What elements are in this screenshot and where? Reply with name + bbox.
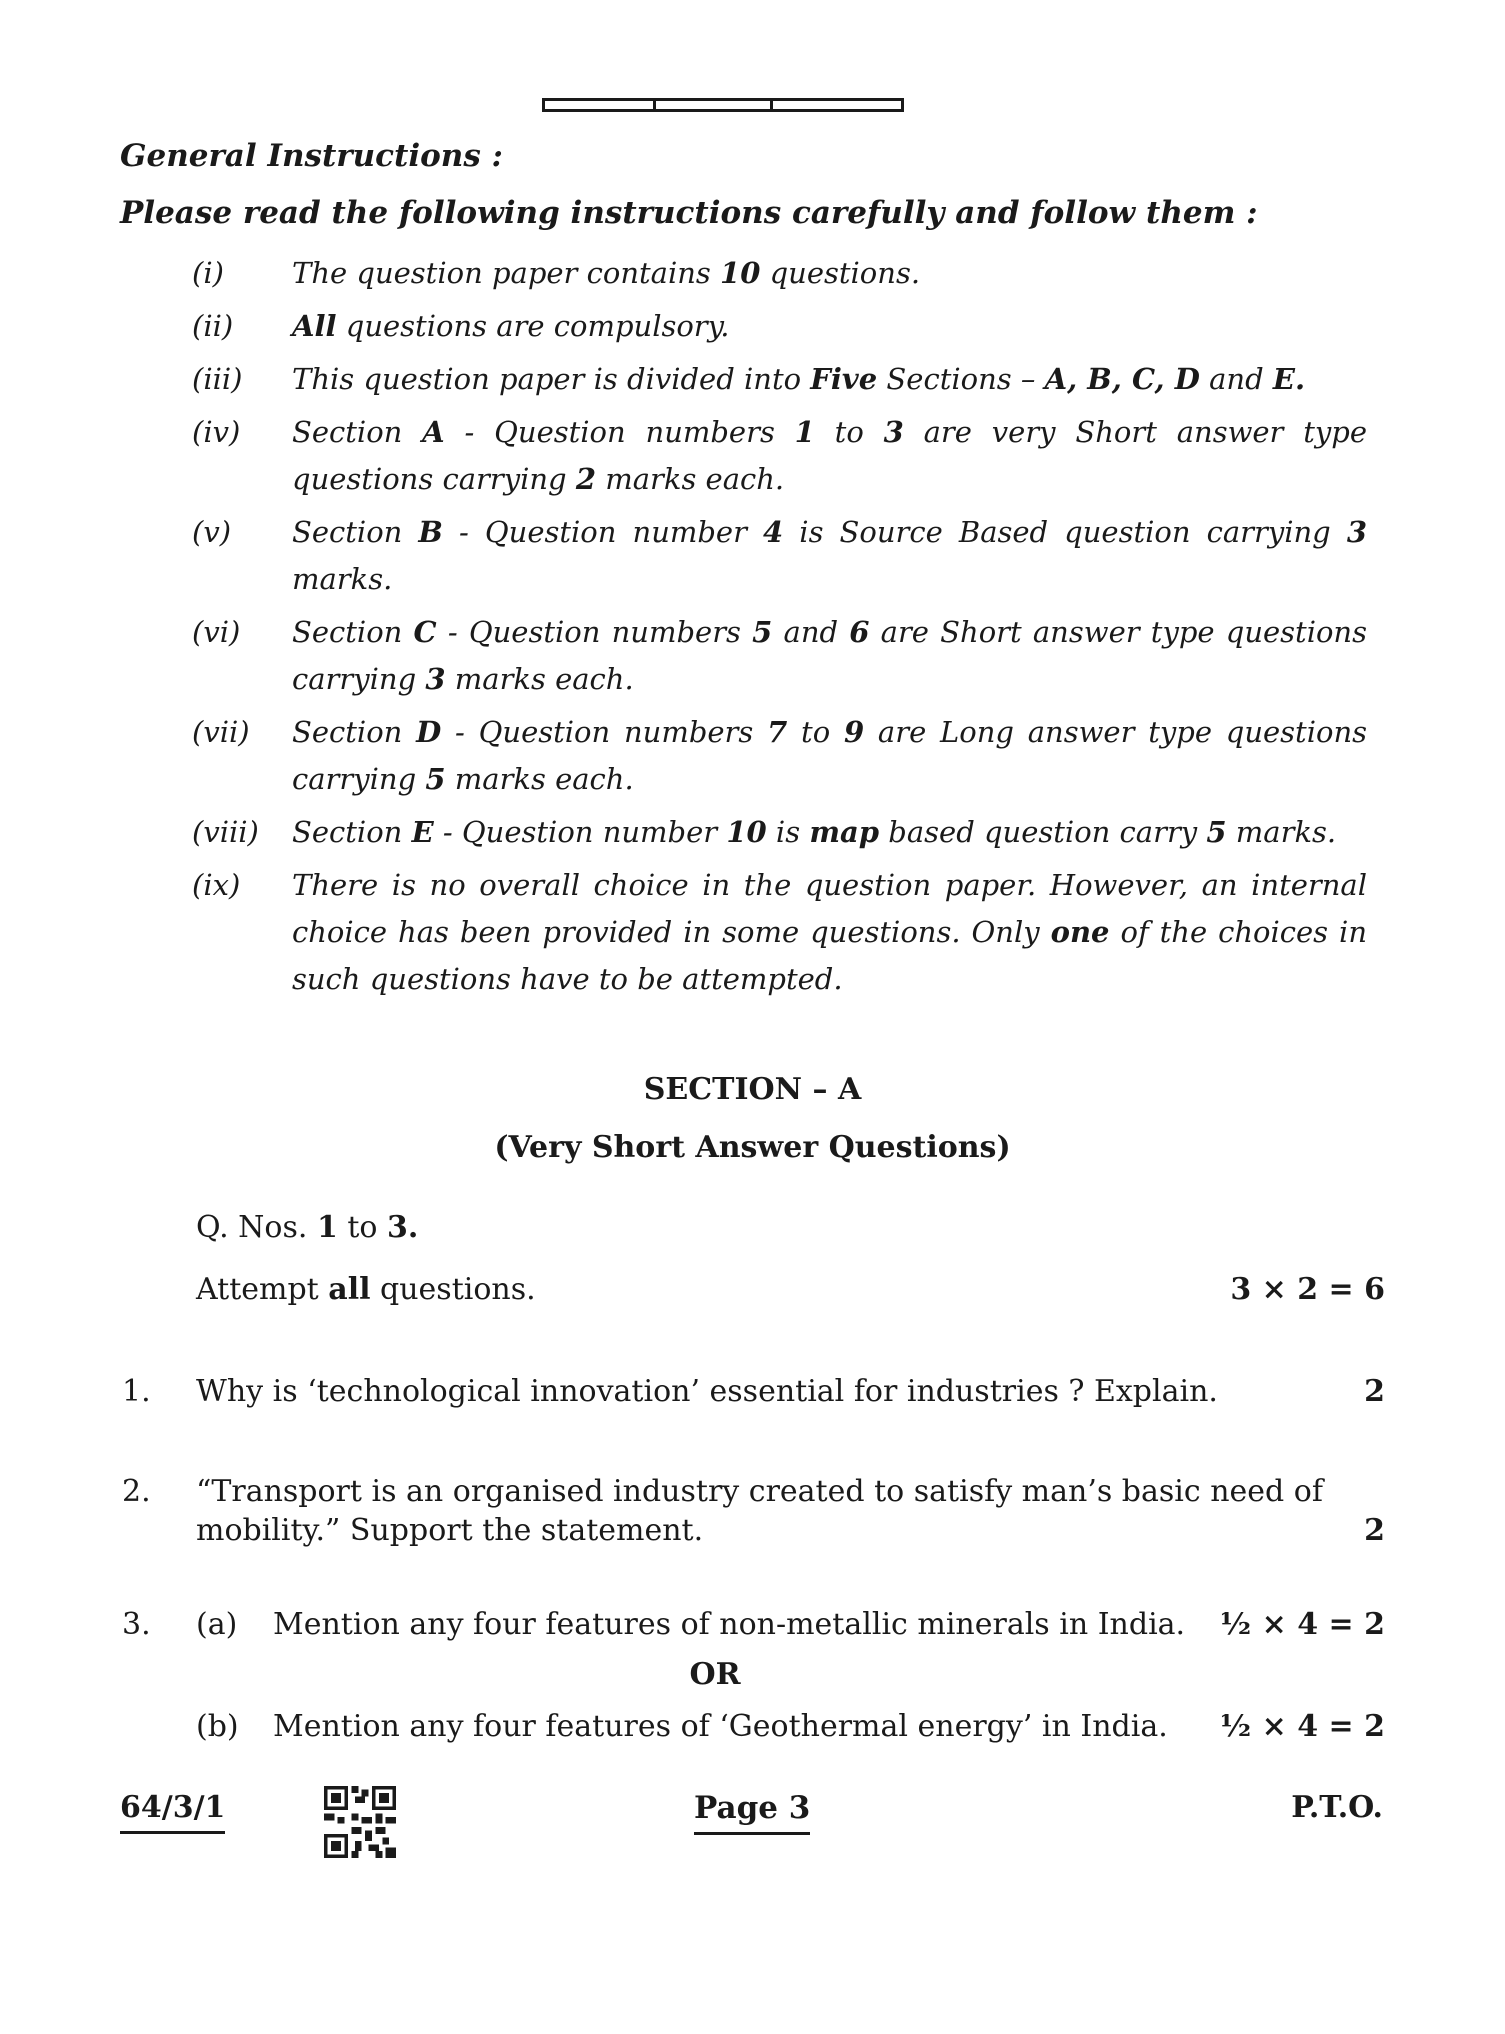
instruction-text (292, 303, 1367, 350)
attempt-instruction (196, 1272, 536, 1307)
instruction-number: (v) (192, 515, 232, 549)
section-title: SECTION – A (643, 1072, 862, 1107)
question-2-marks: 2 (1364, 1513, 1385, 1548)
instruction-fragment: Section (292, 515, 419, 549)
instruction-fragment: There is no overall choice in the question paper. However, an internal choice has been provided in some questions. Only (292, 868, 1367, 949)
instruction-number: (ix) (192, 868, 241, 902)
instruction-text (292, 509, 1367, 603)
qnos-from: 1 (316, 1210, 338, 1245)
instruction-emphasis: B (418, 515, 443, 549)
instruction-emphasis: 1 (794, 415, 815, 449)
instruction-emphasis: 5 (752, 615, 773, 649)
instruction-emphasis: map (809, 815, 880, 849)
instruction-number: (i) (192, 256, 224, 290)
question-3-number: 3. (122, 1607, 151, 1642)
instruction-emphasis: D (416, 715, 442, 749)
instruction-item (192, 862, 1367, 1003)
instruction-text (292, 356, 1367, 403)
question-2-number: 2. (122, 1474, 151, 1509)
or-divider: OR (689, 1657, 741, 1692)
instruction-fragment: The question paper contains (292, 256, 721, 290)
instruction-item (192, 409, 1367, 503)
instruction-emphasis: C (413, 615, 437, 649)
instruction-emphasis: one (1050, 915, 1110, 949)
instruction-fragment: marks each. (596, 462, 785, 496)
instruction-fragment: - Question number (442, 515, 764, 549)
instruction-emphasis: 5 (1206, 815, 1227, 849)
instruction-emphasis: 4 (763, 515, 784, 549)
instruction-fragment: questions. (760, 256, 921, 290)
instruction-text (292, 862, 1367, 1003)
general-instructions-title: General Instructions : (120, 138, 504, 174)
instruction-emphasis: 9 (843, 715, 865, 749)
instruction-fragment: Section (292, 715, 417, 749)
instruction-fragment: is (766, 815, 810, 849)
instruction-emphasis: E (411, 815, 434, 849)
instruction-number: (vii) (192, 715, 250, 749)
question-3a-marks: ½ × 4 = 2 (1219, 1607, 1385, 1642)
question-range (196, 1210, 418, 1245)
instruction-emphasis: 3 (425, 662, 446, 696)
instruction-fragment: - Question numbers (436, 615, 753, 649)
qnos-prefix: Q. Nos. (196, 1210, 317, 1245)
instruction-emphasis: 5 (425, 762, 446, 796)
instruction-emphasis: 3 (883, 415, 904, 449)
instruction-fragment: Section (292, 615, 414, 649)
instruction-fragment: This question paper is divided into (292, 362, 811, 396)
instruction-fragment: questions are compulsory. (336, 309, 730, 343)
question-1-number: 1. (122, 1374, 151, 1409)
instruction-fragment: based question carry (879, 815, 1207, 849)
instruction-fragment: marks each. (445, 662, 634, 696)
instruction-emphasis: All (292, 309, 337, 343)
instruction-number: (iii) (192, 362, 243, 396)
please-turn-over: P.T.O. (1291, 1790, 1383, 1825)
top-decorative-bar (542, 98, 904, 112)
instruction-fragment: to (787, 715, 844, 749)
instruction-item (192, 303, 1367, 350)
question-1-marks: 2 (1364, 1374, 1385, 1409)
qnos-to: 3. (387, 1210, 419, 1245)
attempt-prefix: Attempt (196, 1272, 329, 1307)
instruction-number: (ii) (192, 309, 234, 343)
instruction-fragment: marks. (1226, 815, 1337, 849)
attempt-suffix: questions. (370, 1272, 536, 1307)
instruction-item (192, 250, 1367, 297)
question-1-text: Why is ‘technological innovation’ essential for industries ? Explain. (196, 1374, 1218, 1409)
instruction-fragment: are Long answer type questions carrying (292, 715, 1367, 796)
instruction-item (192, 609, 1367, 703)
instruction-item (192, 509, 1367, 603)
instruction-fragment: is Source Based question carrying (783, 515, 1347, 549)
instruction-fragment: of the choices in such questions have to be attempted. (292, 915, 1367, 996)
instruction-fragment: are Short answer type questions carrying (292, 615, 1367, 696)
section-total-marks: 3 × 2 = 6 (1230, 1272, 1385, 1307)
instruction-emphasis: 2 (575, 462, 597, 496)
instruction-text (292, 409, 1367, 503)
question-3b-text: Mention any four features of ‘Geothermal energy’ in India. (273, 1709, 1168, 1744)
instruction-fragment: and (772, 615, 850, 649)
question-3b-marks: ½ × 4 = 2 (1219, 1709, 1385, 1744)
instruction-text (292, 250, 1367, 297)
question-2-line2: mobility.” Support the statement. (196, 1513, 704, 1548)
instruction-emphasis: 10 (726, 815, 767, 849)
bar-tick (770, 101, 773, 109)
question-2-line1: “Transport is an organised industry created to satisfy man’s basic need of (196, 1474, 1323, 1509)
instruction-fragment: Sections – (877, 362, 1045, 396)
instruction-fragment: marks. (292, 562, 393, 596)
instruction-fragment: Section (292, 815, 412, 849)
general-instructions-subtitle: Please read the following instructions carefully and follow them : (120, 195, 1258, 231)
instruction-emphasis: 6 (849, 615, 870, 649)
instruction-fragment: are very Short answer type questions carrying (292, 415, 1368, 496)
instruction-emphasis: 7 (767, 715, 788, 749)
instruction-fragment: and (1199, 362, 1273, 396)
instruction-number: (iv) (192, 415, 241, 449)
instruction-emphasis: A, B, C, D (1044, 362, 1200, 396)
question-3a-text: Mention any four features of non-metallic minerals in India. (273, 1607, 1186, 1642)
instruction-fragment: to (814, 415, 884, 449)
instructions-list (192, 250, 1367, 1009)
instruction-fragment: marks each. (445, 762, 634, 796)
instruction-fragment: - Question number (433, 815, 727, 849)
question-3b-label: (b) (196, 1709, 239, 1744)
instruction-text (292, 709, 1367, 803)
instruction-text (292, 809, 1367, 856)
instruction-item (192, 709, 1367, 803)
instruction-item (192, 356, 1367, 403)
instruction-emphasis: Five (810, 362, 878, 396)
page-number: Page 3 (694, 1790, 810, 1835)
instruction-fragment: Section (292, 415, 423, 449)
paper-code: 64/3/1 (120, 1790, 225, 1834)
instruction-number: (vi) (192, 615, 241, 649)
instruction-text (292, 609, 1367, 703)
question-3a-label: (a) (196, 1607, 238, 1642)
qr-code-icon (324, 1786, 396, 1858)
section-subtitle: (Very Short Answer Questions) (494, 1130, 1011, 1165)
instruction-emphasis: E. (1272, 362, 1306, 396)
instruction-fragment: - Question numbers (441, 715, 768, 749)
instruction-item (192, 809, 1367, 856)
qnos-to-word: to (337, 1210, 388, 1245)
attempt-all: all (328, 1272, 371, 1307)
instruction-emphasis: A (422, 415, 445, 449)
bar-tick (653, 101, 656, 109)
instruction-fragment: - Question numbers (444, 415, 795, 449)
instruction-emphasis: 3 (1346, 515, 1368, 549)
instruction-number: (viii) (192, 815, 259, 849)
instruction-emphasis: 10 (720, 256, 761, 290)
